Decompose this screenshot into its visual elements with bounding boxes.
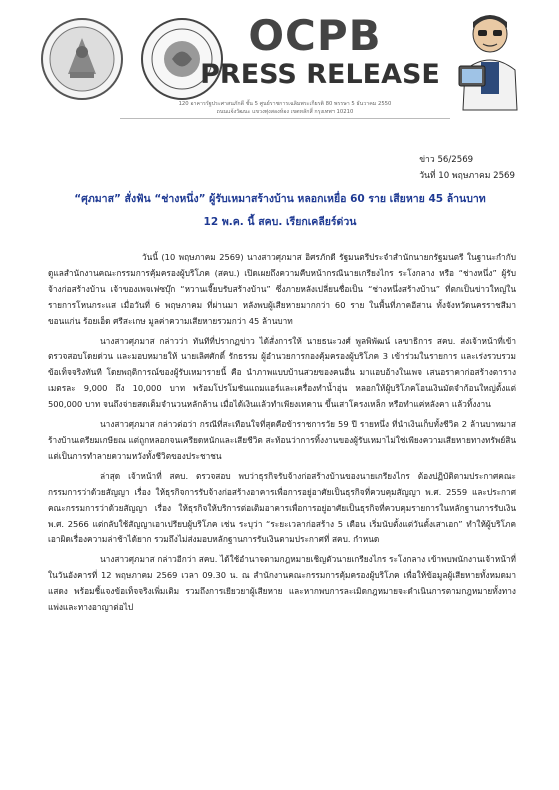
article-body: [48, 250, 516, 620]
paragraph-4: ล่าสุด เจ้าหน้าที่ สคบ. ตรวจสอบ พบว่าธุรกิจรับจ้างก่อสร้างบ้านของนายเกรียงไกร ต้องปฏิบัติตามประกาศคณะกรรมการว่าด้วยสัญญา เรื่อง ให้ธุรกิจการรับจ้างก่อสร้างอาคารเพื่อการอยู่อาศัยเป็นธุรกิจที่ควบคุมสัญญา พ.ศ. 2559 และประกาศคณะกรรมการว่าด้วยสัญญา เรื่อง ให้ธุรกิจให้บริการต่อเติมอาคารเพื่อการอยู่อาศัยเป็นธุรกิจที่ควบคุมรายการในหลักฐานการรับเงิน พ.ศ. 2566 แต่กลับใช้สัญญาเอาเปรียบผู้บริโภค เช่น ระบุว่า “ระยะเวลาก่อสร้าง 5 เดือน เริ่มนับตั้งแต่วันตั้งเสาเอก” ทำให้ผู้บริโภคเอาผิดเรื่องความล่าช้าได้ยาก รวมถึงไม่ส่งมอบหลักฐานการรับเงินตามประกาศที่ สคบ. กำหนด: [48, 470, 516, 545]
release-date: วันที่ 10 พฤษภาคม 2569: [419, 171, 515, 181]
release-meta: [419, 152, 515, 184]
header-divider: [120, 118, 450, 119]
headline: [40, 188, 520, 234]
release-number: ข่าว 56/2569: [419, 155, 474, 165]
mascot-holding-tablet-icon: [445, 10, 535, 118]
office-address: [120, 100, 450, 116]
address-line-1: 120 อาคารรัฐประศาสนภักดี ชั้น 5 ศูนย์ราชการเฉลิมพระเกียรติ 80 พรรษา 5 ธันวาคม 2550: [178, 101, 392, 107]
government-seal-icon: [38, 16, 126, 102]
address-line-2: ถนนแจ้งวัฒนะ แขวงทุ่งสองห้อง เขตหลักสี่ กรุงเทพฯ 10210: [216, 109, 354, 115]
press-header: [0, 0, 559, 160]
paragraph-3: นางสาวศุภมาส กล่าวต่อว่า กรณีที่สะเทือนใจที่สุดคือข้าราชการวัย 59 ปี รายหนึ่ง ที่นำเงินเก็บทั้งชีวิต 2 ล้านบาทมาสร้างบ้านเตรียมเกษียณ แต่ถูกหลอกจนเครียดหนักและเสียชีวิต สะท้อนว่าการทิ้งงานของผู้รับเหมาไม่ใช่เพียงความเสียหายทางทรัพย์สิน แต่เป็นการทำลายความหวังทั้งชีวิตของประชาชน: [48, 419, 516, 461]
headline-line-1: “ศุภมาส” สั่งฟัน “ช่างหนึ่ง” ผู้รับเหมาสร้างบ้าน หลอกเหยื่อ 60 ราย เสียหาย 45 ล้านบาท: [74, 193, 486, 205]
headline-line-2: 12 พ.ค. นี้ สคบ. เรียกเคลียร์ด่วน: [203, 216, 357, 228]
paragraph-5: นางสาวศุภมาส กล่าวอีกว่า สคบ. ได้ใช้อำนาจตามกฎหมายเชิญตัวนายเกรียงไกร ระโงกลาง เข้าพบพนักงานเจ้าหน้าที่ในวันอังคารที่ 12 พฤษภาคม 2569 เวลา 09.30 น. ณ สำนักงานคณะกรรมการคุ้มครองผู้บริโภค เพื่อให้ข้อมูลผู้เสียหายทั้งหมดมาแสดง พร้อมชี้แจงข้อเท็จจริงเพิ่มเติม รวมถึงการเยียวยาผู้เสียหาย และหากพบการละเมิดกฎหมายจะดำเนินการตามกฎหมายทั้งทางแพ่งและทางอาญาต่อไป: [48, 554, 516, 613]
press-release-title: PRESS RELEASE: [200, 59, 440, 90]
paragraph-1: วันนี้ (10 พฤษภาคม 2569) นางสาวศุภมาส อิศรภักดี รัฐมนตรีประจำสำนักนายกรัฐมนตรี ในฐานะกำกับดูแลสำนักงานคณะกรรมการคุ้มครองผู้บริโภค (สคบ.) เปิดเผยถึงความคืบหน้ากรณีนายเกรียงไกร ระโงกลาง หรือ “ช่างหนึ่ง” ผู้รับจ้างก่อสร้างบ้าน เจ้าของเพจเฟซบุ๊ก “หวานเจี๊ยบรับสร้างบ้าน” ซึ่งภายหลังเปลี่ยนชื่อเป็น “ช่างหนึ่งสร้างบ้าน” ที่ตกเป็นข่าวใหญ่ในรายการโหนกระแส เมื่อวันที่ 6 พฤษภาคม ที่ผ่านมา หลังพบผู้เสียหายมากกว่า 60 ราย ในพื้นที่ภาคอีสาน ทั้งจังหวัดนครราชสีมา ขอนแก่น ร้อยเอ็ด ศรีสะเกษ มูลค่าความเสียหายรวมกว่า 45 ล้านบาท: [48, 252, 516, 326]
brand-title: OCPB: [248, 11, 382, 60]
paragraph-2: นางสาวศุภมาส กล่าวว่า ทันทีที่ปรากฏข่าว ได้สั่งการให้ นายธนะวงศ์ พูลพิพัฒน์ เลขาธิการ สคบ. ส่งเจ้าหน้าที่เข้าตรวจสอบโดยด่วน และมอบหมายให้ นายเลิศศักดิ์ รักธรรม ผู้อำนวยการกองคุ้มครองผู้บริโภค 3 เข้าร่วมในรายการ และเร่งรวบรวมข้อเท็จจริงทันที โดยพฤติการณ์ของผู้รับเหมารายนี้ คือ นำภาพแบบบ้านสวยของคนอื่น มาแอบอ้างในเพจ เสนอราคาก่อสร้างตารางเมตรละ 9,000 ถึง 10,000 บาท พร้อมโปรโมชันแถมแอร์และเครื่องทำน้ำอุ่น หลอกให้ผู้บริโภคโอนเงินมัดจำก้อนใหญ่ตั้งแต่ 500,000 บาท จนถึงจ่ายสดเต็มจำนวนหลักล้าน เมื่อได้เงินแล้วทำเพียงเทคาน ขึ้นเสาโครงเหล็ก หรือทำแค่หลังคา แล้วทิ้งงาน: [48, 335, 516, 410]
